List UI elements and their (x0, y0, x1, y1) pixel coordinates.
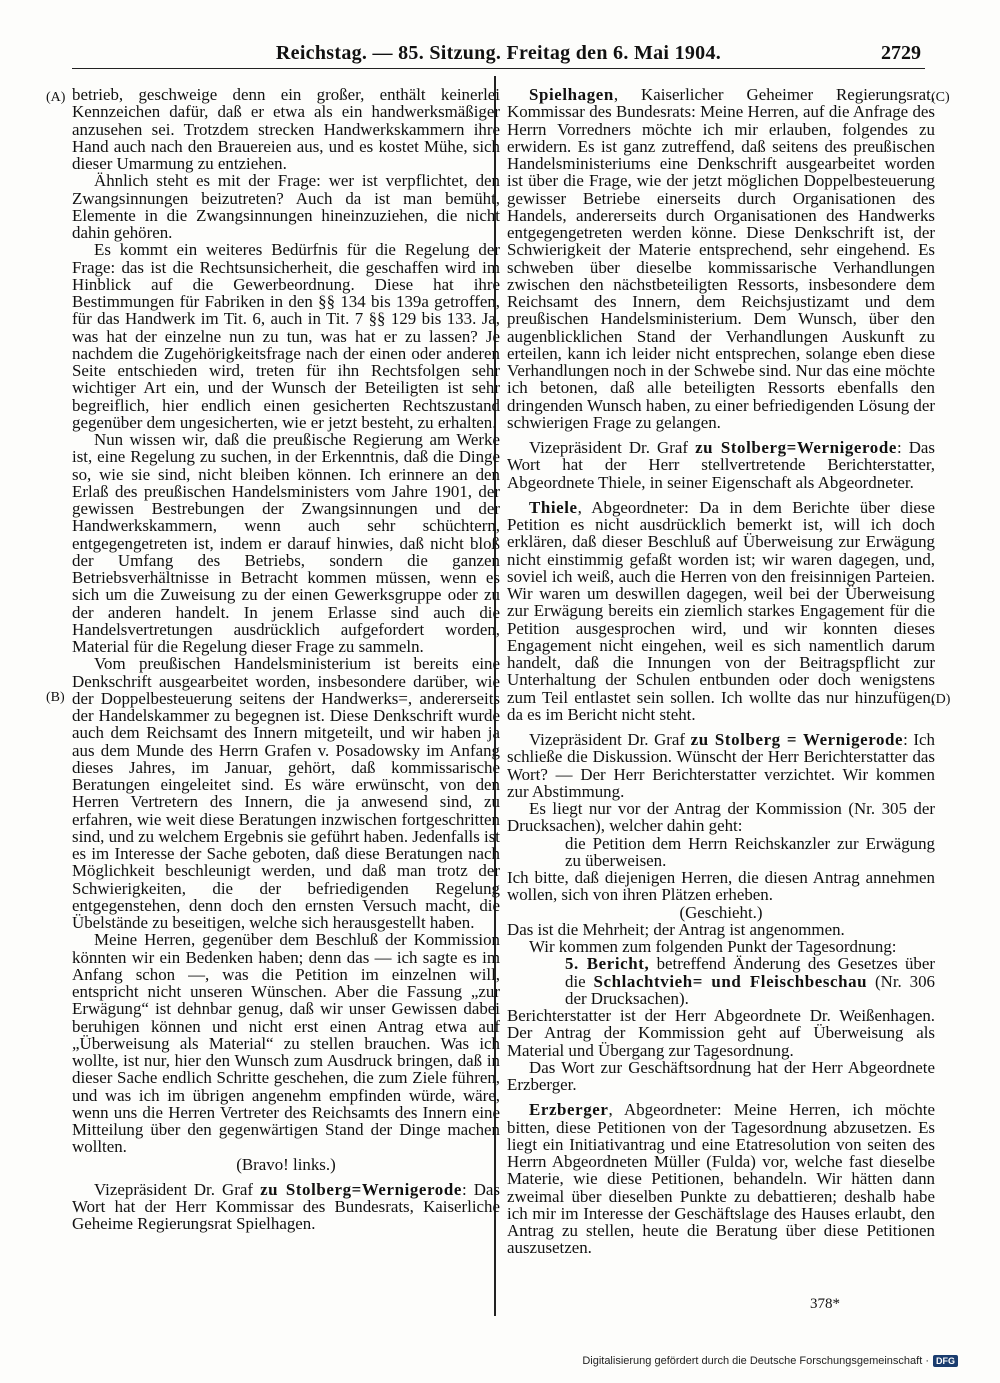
dfg-logo: DFG (933, 1355, 958, 1367)
speaker-text: : Das Wort hat der Herr stellvertretende Berichterstatter, Abgeordnete Thiele, in seiner Eigenschaft als Abgeordneter. (507, 438, 935, 492)
footer-text: Digitalisierung gefördert durch die Deutsche Forschungsgemeinschaft · (582, 1355, 929, 1367)
speaker-title: Vizepräsident Dr. Graf (94, 1179, 261, 1199)
margin-marker-a: (A) (46, 90, 66, 105)
paragraph: Das Wort zur Geschäftsordnung hat der Herr Abgeordnete Erzberger. (507, 1057, 935, 1094)
speaker-name: zu Stolberg=Wernigerode (260, 1179, 462, 1199)
margin-marker-c: (C) (931, 90, 950, 105)
agenda-text: betreffend Änderung des Gesetzes über die (565, 954, 935, 991)
margin-marker-d: (D) (931, 692, 951, 707)
speaker-paragraph (507, 439, 935, 491)
speaker-text: , Abgeordneter: Meine Herren, ich möchte bitten, diese Petitionen von der Tagesordnung abzusetzen. Es liegt ein Initiativantrag und eine Etatresolution von seiten des Herrn Abgeordneten Müller (Fulda) vor, welche fast dieselbe Materie, wie diese Petitionen, behandeln. Wir hätten dann zweimal über dieselben Punkte zu debattieren; deshalb habe ich mir im Interesse der Geschäftslage des Hauses erlaubt, den Antrag zu stellen, heute die Beratung über diese Petitionen auszusetzen. (507, 1100, 935, 1258)
paragraph: betrieb, geschweige denn ein großer, enthält keinerlei Kennzeichen dafür, daß er etwa als ein handwerksmäßiger anzusehen sei. Trotzdem strecken Handwerkskammern ihre Hand auch nach den Brauereien aus, und es kostet Mühe, sich dieser Umarmung zu entziehen. (72, 85, 500, 173)
footer-credit (582, 1355, 958, 1367)
agenda-number: 5. Bericht, (565, 954, 650, 974)
agenda-subject: Schlachtvieh= und Fleischbeschau (593, 971, 868, 991)
page-header (72, 42, 925, 69)
speaker-paragraph (507, 86, 935, 431)
quoted-motion: die Petition dem Herrn Reichskanzler zur Erwägung zu überweisen. (565, 833, 935, 870)
page-title: Reichstag. — 85. Sitzung. Freitag den 6. Mai 1904. (275, 42, 722, 64)
speaker-name: zu Stolberg=Wernigerode (695, 438, 897, 457)
speaker-paragraph (72, 1181, 500, 1233)
paragraph: Ähnlich steht es mit der Frage: wer ist verpflichtet, den Zwangsinnungen beizutreten? Auch da ist man bemüht, Elemente in die Zwangsinnungen hineinzuziehen, die nicht dahin gehören. (72, 171, 500, 242)
paragraph: Vom preußischen Handelsministerium ist bereits eine Denkschrift ausgearbeitet worden, insbesondere darüber, wie der Doppelbesteuerung seitens der Handwerks=, andererseits der Handelskammer zu begegnen ist. Diese Denkschrift wurde auch dem Reichsamt des Innern mitgeteilt, und wir haben ja aus dem Munde des Herrn Grafen v. Posadowsky im Anfang dieses Jahres, im Januar, gehört, daß kommissarische Beratungen eingeleitet sind. Es wäre erwünscht, von den Herren Vertretern des Innern, die ja anwesend sind, zu erfahren, wie weit diese Beratungen inzwischen fortgeschritten sind, und zu welchem Ergebnis sie geführt haben. Jedenfalls ist es im Interesse der Sache geboten, daß diese Beratungen nach Möglichkeit beschleunigt werden, und daß man trotz der Schwierigkeiten, die der befriedigenden Regelung entgegenstehen, denn doch den ernsten Versuch macht, die Übelstände zu beseitigen, welche sich herausgestellt haben. (72, 654, 500, 932)
applause-note: (Bravo! links.) (236, 1154, 336, 1174)
speaker-title: Vizepräsident Dr. Graf (529, 730, 691, 749)
sheet-signature: 378* (810, 1296, 840, 1312)
paragraph: Nun wissen wir, daß die preußische Regierung am Werke ist, eine Regelung zu suchen, in der Erkenntnis, daß die Dinge so, wie sie sind, nicht bleiben können. Ich erinnere an den Erlaß des preußischen Handelsministers vom Jahre 1901, der gewissen Bestrebungen der Zwangsinnungen und der Handwerkskammern, wenn auch sehr schüchtern, entgegengetreten ist, indem er darauf hinwies, daß nicht bloß der Umfang des Betriebs, sondern die ganzen Betriebsverhältnisse in Betracht kommen müssen, wenn es sich um die Zuweisung zu der einen Gewerksgruppe oder zu der anderen handelt. In jenem Erlasse sind auch die Handelsvertretungen ausdrücklich aufgefordert worden, Material für die Regelung dieser Frage zu sammeln. (72, 430, 500, 656)
paragraph: Es liegt nur vor der Antrag der Kommission (Nr. 305 der Drucksachen), welcher dahin geht: (507, 799, 935, 836)
speaker-name: Thiele (529, 497, 578, 517)
page-number: 2729 (881, 42, 921, 64)
speaker-name: Spielhagen (529, 85, 614, 104)
speaker-name: Erzberger (529, 1100, 609, 1120)
paragraph: Das ist die Mehrheit; der Antrag ist angenommen. (507, 919, 845, 939)
paragraph: Meine Herren, gegenüber dem Beschluß der Kommission könnten wir ein Bedenken haben; denn das — ich sagte es im Anfang schon —, was die Petition im einzelnen will, entspricht nicht unseren Wünschen. Aber die Fassung „zur Erwägung“ ist dehnbar genug, daß wir unser Gewissen dabei beruhigen können und nicht erst einen Antrag etwa auf „Überweisung als Material“ zu stellen brauchen. Was ich wollte, ist nur, hier den Wunsch zum Ausdruck bringen, daß in dieser Sache endlich Schritte geschehen, die zum Ziele führen, und was ich im übrigen angenehm empfinden würde, wäre, wenn uns die Herren Vertreter des Reichsamts des Innern eine Mitteilung über den gegenwärtigen Stand der Dinge machen wollten. (72, 930, 500, 1157)
left-column (72, 86, 500, 1233)
speaker-text: : Ich schließe die Diskussion. Wünscht der Herr Berichterstatter das Wort? — Der Herr Berichterstatter verzichtet. Wir kommen zur Abstimmung. (507, 730, 935, 801)
paragraph: Berichterstatter ist der Herr Abgeordnete Dr. Weißenhagen. Der Antrag der Kommission geht auf Überweisung als Material und Übergang zur Tagesordnung. (507, 1006, 935, 1060)
speaker-text: , Kaiserlicher Geheimer Regierungsrat, Kommissar des Bundesrats: Meine Herren, auf die Anfrage des Herrn Vorredners möchte ich mir erlauben, folgendes zu erwidern. Es ist ganz zutreffend, daß seitens des preußischen Handelsministeriums eine Denkschrift ausgearbeitet worden ist über die Frage, wie der jetzt möglichen Doppelbesteuerung gewisser Betriebe einerseits durch Organisationen des Handels, andererseits durch Organisationen des Handwerks entgegengetreten werden könne. Diese Denkschrift ist, der Schwierigkeit der Materie entsprechend, sehr eingehend. Es schweben über dieselbe kommissarische Verhandlungen zwischen den nächstbeteiligten Ressorts, insbesondere dem Reichsamt des Innern, dem Reichsjustizamt und dem preußischen Handelsministerium. Dem Wunsch, über den augenblicklichen Stand der Verhandlungen Auskunft zu erteilen, kann ich leider nicht entsprechen, solange eben diese Verhandlungen noch in der Schwebe sind. Nur das eine möchte ich betonen, daß alle beteiligten Ressorts ebenfalls den dringenden Wunsch haben, zu einer befriedigenden Lösung der schwierigen Frage zu gelangen. (507, 85, 935, 432)
paragraph: Ich bitte, daß diejenigen Herren, die diesen Antrag annehmen wollen, sich von ihren Plätzen erheben. (507, 868, 935, 905)
paragraph: Es kommt ein weiteres Bedürfnis für die Regelung der Frage: das ist die Rechtsunsicherheit, die geschaffen wird im Hinblick auf die Gewerbeordnung. Diese hat ihre Bestimmungen für Fabriken in den §§ 134 bis 139a getroffen, für das Handwerk im Tit. 6, auch in Tit. 7 §§ 129 bis 133. Ja, was hat der einzelne nun zu tun, was hat er zu lassen? Je nachdem die Zugehörigkeitsfrage nach der einen oder anderen Seite entschieden wird, treten für ihn Rechtsfolgen sehr wichtiger Art ein, und der Wunsch der Beteiligten ist sehr begreiflich, hier endlich einen gesicherten Rechtszustand gegenüber dem ungesicherten, wie er jetzt besteht, zu erhalten. (72, 240, 500, 432)
speaker-paragraph (507, 1101, 935, 1256)
agenda-item (507, 955, 935, 1007)
speaker-paragraph (507, 499, 935, 723)
paragraph: Wir kommen zum folgenden Punkt der Tagesordnung: (529, 937, 897, 956)
stage-note: (Geschieht.) (679, 902, 763, 922)
agenda-text: (Nr. 306 der Drucksachen). (565, 971, 935, 1008)
margin-marker-b: (B) (46, 690, 65, 705)
right-column (507, 86, 935, 1257)
speaker-title: Vizepräsident Dr. Graf (529, 438, 696, 457)
speaker-name: zu Stolberg = Wernigerode (690, 730, 904, 749)
speaker-paragraph (507, 731, 935, 800)
speaker-text: , Abgeordneter: Da in dem Berichte über diese Petition es nicht ausdrücklich bemerkt ist, will ich doch erklären, daß dieser Beschluß auf Überweisung zur Erwägung nicht einstimmig gefaßt worden ist; wir waren dagegen, und, soviel ich weiß, auch die Herren von den freisinnigen Parteien. Wir waren um deswillen dagegen, weil bei der Überweisung zur Erwägung bereits ein ziemlich starkes Engagement für die Petition ausgesprochen wird, und wir konnten dieses Engagement nicht eingehen, weil es sich namentlich darum handelt, daß die Innungen von der Beitragspflicht zur Unterhaltung der Schulen entbunden oder doch wenigstens zum Teil entlastet sein sollen. Ich wollte das nur hinzufügen, da es im Bericht nicht steht. (507, 497, 935, 724)
speaker-text: : Das Wort hat der Herr Kommissar des Bundesrats, Kaiserliche Geheime Regierungsrat Spielhagen. (72, 1179, 500, 1234)
